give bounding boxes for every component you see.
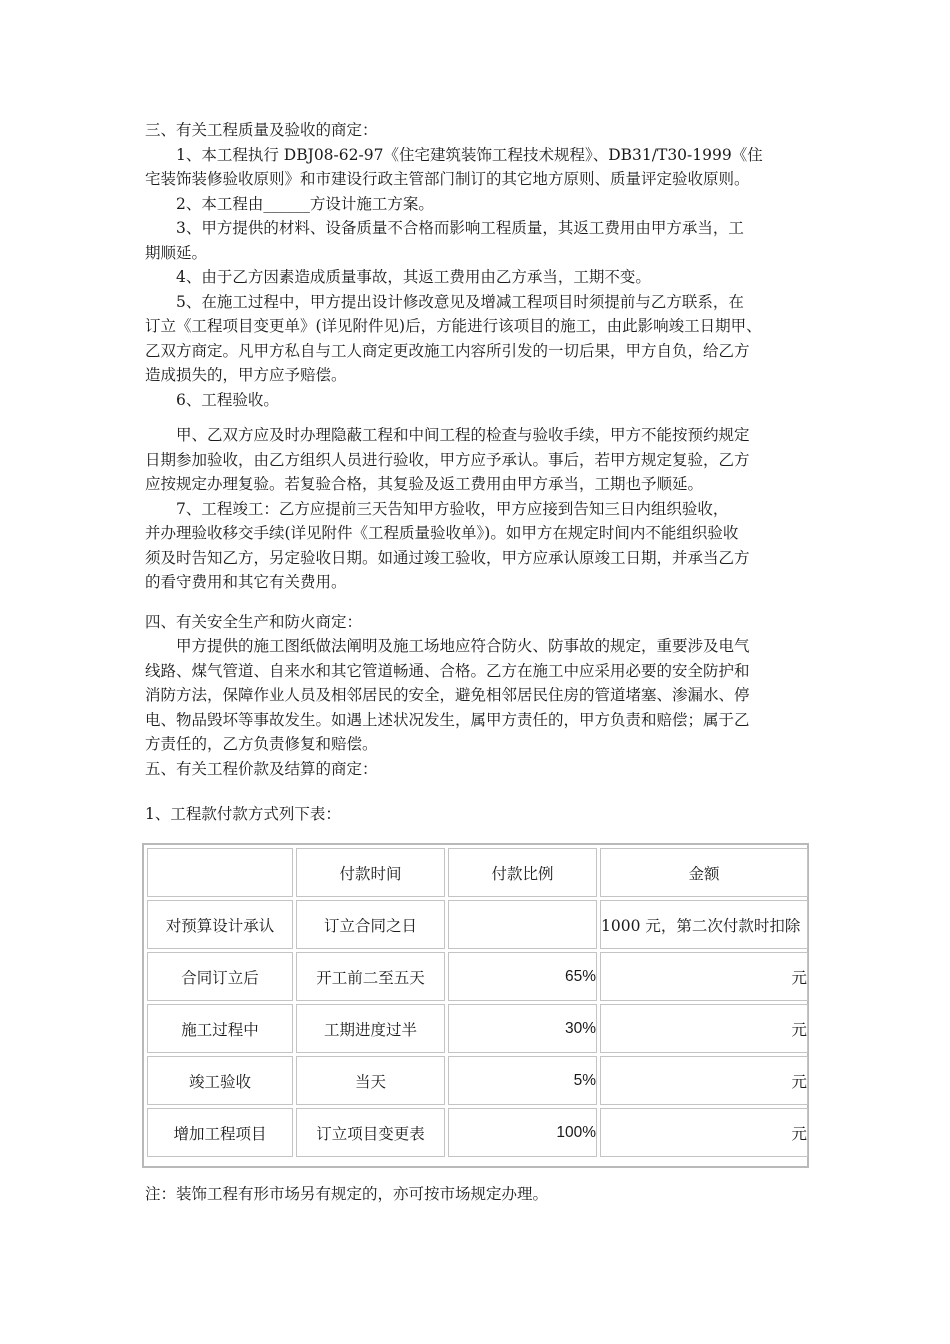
- paragraph-line: 3、甲方提供的材料、设备质量不合格而影响工程质量，其返工费用由甲方承当，工: [176, 219, 744, 237]
- paragraph-line: 须及时告知乙方，另定验收日期。如通过竣工验收，甲方应承认原竣工日期，并承当乙方: [145, 548, 750, 567]
- table-cell: 工期进度过半: [296, 1004, 445, 1053]
- paragraph-line: 应按规定办理复验。若复验合格，其复验及返工费用由甲方承当，工期也予顺延。: [145, 475, 704, 493]
- table-cell: 5%: [448, 1056, 597, 1105]
- table-cell: 对预算设计承认: [147, 900, 293, 949]
- table-row: [147, 1056, 808, 1105]
- paragraph-line: 宅装饰装修验收原则》和市建设行政主管部门制订的其它地方原则、质量评定验收原则。: [145, 170, 750, 188]
- paragraph-line: 甲、乙双方应及时办理隐蔽工程和中间工程的检查与验收手续，甲方不能按预约规定: [176, 426, 750, 444]
- section-heading: 三、有关工程质量及验收的商定：: [145, 121, 378, 139]
- paragraph-line: 4、由于乙方因素造成质量事故，其返工费用由乙方承当，工期不变。: [176, 268, 651, 286]
- table-cell: 竣工验收: [147, 1056, 293, 1105]
- table-cell: 施工过程中: [147, 1004, 293, 1053]
- table-cell: 元: [600, 1056, 808, 1105]
- table-cell: 订立合同之日: [296, 900, 445, 949]
- paragraph-line: 2、本工程由______方设计施工方案。: [176, 194, 434, 213]
- table-cell: 增加工程项目: [147, 1108, 293, 1157]
- table-cell: 当天: [296, 1056, 445, 1105]
- header-cell: 付款时间: [296, 848, 445, 897]
- table-row: [147, 952, 808, 1001]
- table-cell: 元: [600, 1004, 808, 1053]
- paragraph-line: 订立《工程项目变更单》(详见附件见)后，方能进行该项目的施工，由此影响竣工日期甲、: [145, 317, 762, 335]
- table-cell: 订立项目变更表: [296, 1108, 445, 1157]
- paragraph-line: 电、物品毁坏等事故发生。如遇上述状况发生，属甲方责任的，甲方负责和赔偿；属于乙: [145, 710, 750, 729]
- table-cell: 65%: [448, 952, 597, 1001]
- table-cell: 开工前二至五天: [296, 952, 445, 1001]
- header-cell: 付款比例: [448, 848, 597, 897]
- payment-table: [142, 843, 809, 1168]
- header-cell: 金额: [600, 848, 808, 897]
- section-heading: 四、有关安全生产和防火商定：: [145, 612, 363, 631]
- paragraph-line: 消防方法，保障作业人员及相邻居民的安全，避免相邻居民住房的管道堵塞、渗漏水、停: [145, 686, 750, 704]
- footnote: 注：装饰工程有形市场另有规定的，亦可按市场规定办理。: [145, 1185, 549, 1203]
- paragraph-line: 日期参加验收，由乙方组织人员进行验收，甲方应予承认。事后，若甲方规定复验，乙方: [145, 450, 750, 469]
- table-cell: [448, 900, 597, 949]
- table-cell: 100%: [448, 1108, 597, 1157]
- table-cell: 元: [600, 1108, 808, 1157]
- table-cell: 元: [600, 952, 808, 1001]
- paragraph-line: 的看守费用和其它有关费用。: [145, 573, 347, 591]
- paragraph-line: 方责任的，乙方负责修复和赔偿。: [145, 735, 378, 753]
- table-cell: 1000 元，第二次付款时扣除: [600, 900, 808, 949]
- paragraph-line: 7、工程竣工：乙方应提前三天告知甲方验收，甲方应接到告知三日内组织验收，: [176, 499, 729, 518]
- table-header-row: [147, 848, 808, 897]
- table-cell: 30%: [448, 1004, 597, 1053]
- paragraph-line: 1、工程款付款方式列下表：: [145, 805, 341, 823]
- table-cell: 合同订立后: [147, 952, 293, 1001]
- table-row: [147, 900, 808, 949]
- table-row: [147, 1004, 808, 1053]
- paragraph-line: 造成损失的，甲方应予赔偿。: [145, 366, 347, 384]
- table-row: [147, 1108, 808, 1157]
- paragraph-line: 乙双方商定。凡甲方私自与工人商定更改施工内容所引发的一切后果，甲方自负，给乙方: [145, 341, 750, 360]
- contract-body: [145, 118, 813, 827]
- paragraph-line: 6、工程验收。: [176, 390, 279, 409]
- paragraph-line: 1、本工程执行 DBJ08-62-97《住宅建筑装饰工程技术规程》、DB31/T30-1999《住: [176, 145, 763, 164]
- paragraph-line: 期顺延。: [145, 243, 208, 262]
- paragraph-line: 线路、煤气管道、自来水和其它管道畅通、合格。乙方在施工中应采用必要的安全防护和: [145, 661, 750, 680]
- section-heading: 五、有关工程价款及结算的商定：: [145, 759, 378, 778]
- paragraph-line: 并办理验收移交手续(详见附件《工程质量验收单》)。如甲方在规定时间内不能组织验收: [145, 524, 739, 542]
- paragraph-line: 甲方提供的施工图纸做法阐明及施工场地应符合防火、防事故的规定，重要涉及电气: [176, 637, 750, 655]
- header-cell: [147, 848, 293, 897]
- paragraph-line: 5、在施工过程中，甲方提出设计修改意见及增减工程项目时须提前与乙方联系，在: [176, 292, 744, 311]
